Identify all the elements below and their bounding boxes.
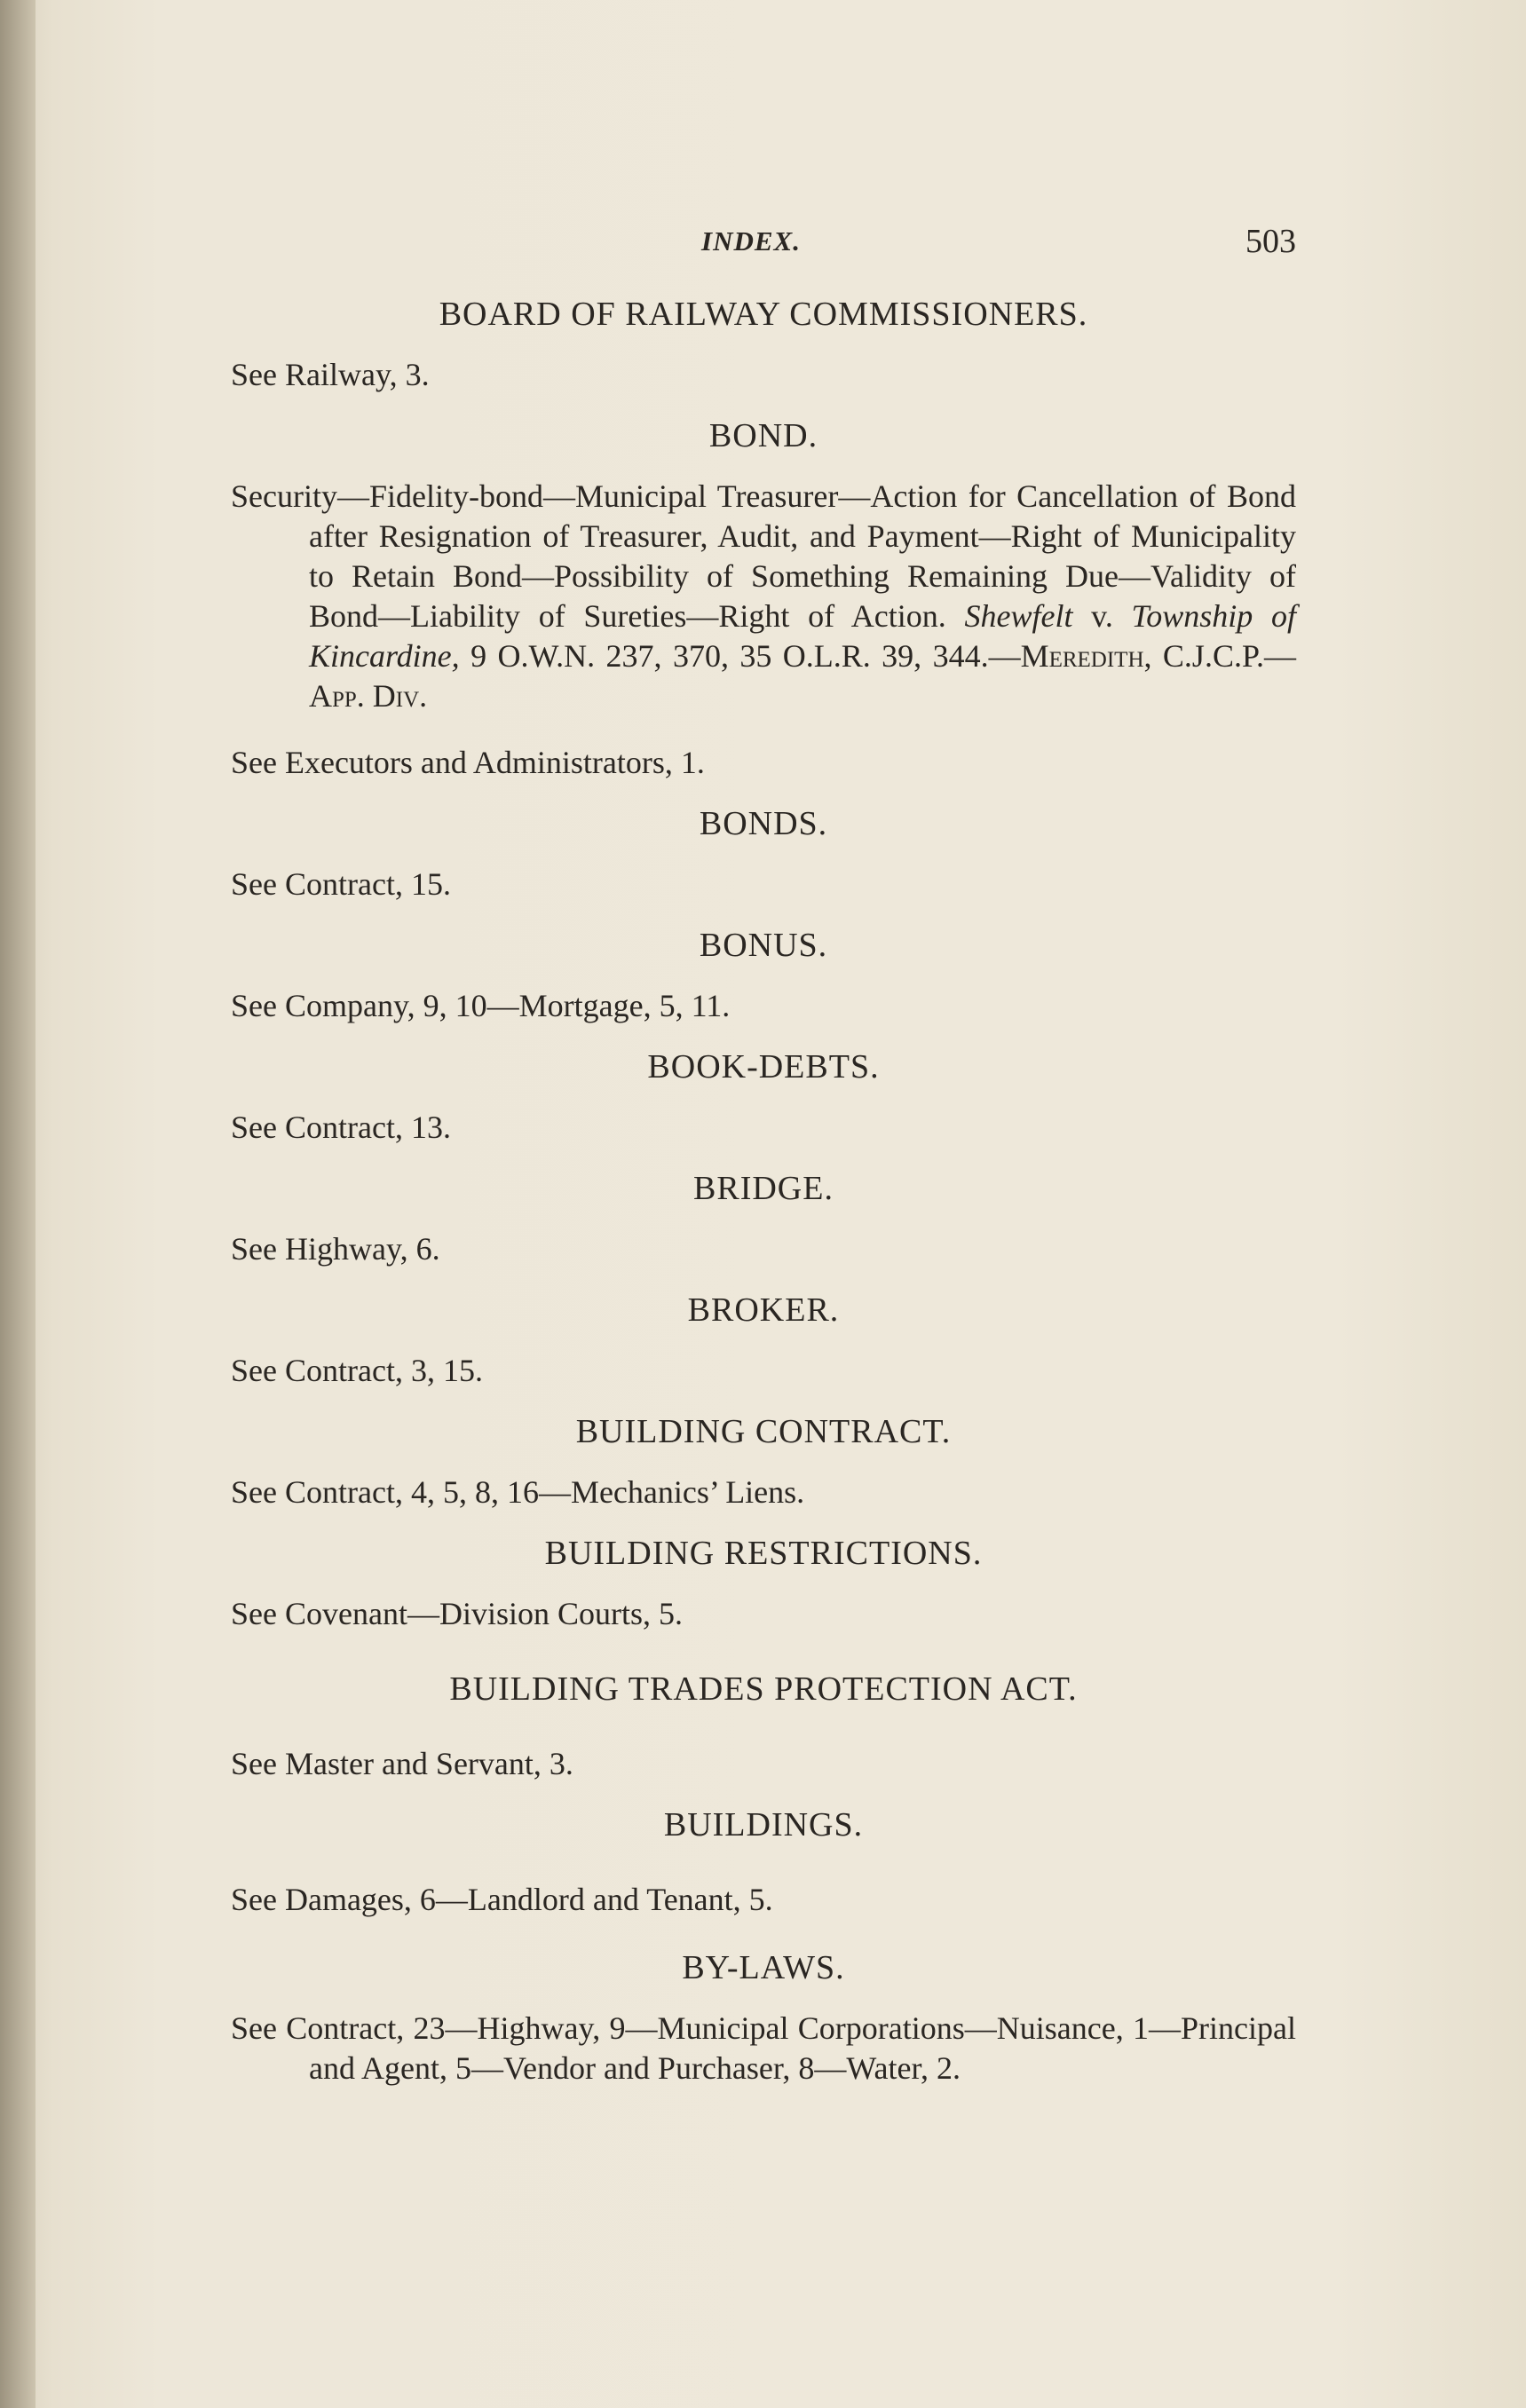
heading-by-laws: BY-LAWS. [682,1949,845,1986]
heading-broker: BROKER. [687,1291,840,1329]
running-title: INDEX. [701,225,801,257]
entry-bond-security [231,477,1296,716]
heading-buildings: BUILDINGS. [663,1806,864,1844]
entry-by-laws-see-also: See Contract, 23—Highway, 9—Municipal Corporations—Nuisance, 1—Principal and Agent, 5—Vendor and Purchaser, 8—Water, 2. [231,2010,1296,2086]
entry-building-restrictions-see-also: See Covenant—Division Courts, 5. [231,1596,683,1631]
heading-book-debts: BOOK-DEBTS. [647,1048,880,1086]
heading-building-restrictions: BUILDING RESTRICTIONS. [544,1535,983,1572]
heading-building-trades-protection-act: BUILDING TRADES PROTECTION ACT. [449,1670,1078,1708]
entry-bonus-see-also: See Company, 9, 10—Mortgage, 5, 11. [231,988,731,1023]
case-versus: v. [1072,598,1132,634]
running-head [231,222,1296,275]
entry-book-debts-see-also: See Contract, 13. [231,1109,451,1145]
heading-board-of-railway-commissioners: BOARD OF RAILWAY COMMISSIONERS. [439,296,1088,333]
entry-bond-text: Security—Fidelity-bond—Municipal Treasurer—Action for Cancellation of Bond after Resignation of Treasurer, Audit, and Payment—Right of Municipality to Retain Bond—Possibility of Something Remaining Due—Validity of Bond—Liability of Sureties—Right of Action. [231,478,1296,634]
entry-broker-see-also: See Contract, 3, 15. [231,1353,483,1388]
page-number: 503 [1245,223,1296,260]
entry-board-see-also: See Railway, 3. [231,357,430,392]
case-citation: 9 O.W.N. 237, 370, 35 O.L.R. 39, 344.— [459,638,1021,674]
heading-bonus: BONUS. [699,927,828,964]
binding-gutter [0,0,36,2408]
heading-bridge: BRIDGE. [693,1170,834,1207]
case-party-1: Shewfelt [964,598,1073,634]
case-court: App. Div. [309,678,428,714]
heading-bond: BOND. [708,417,818,454]
entry-buildings-see-also: See Damages, 6—Landlord and Tenant, 5. [231,1882,773,1917]
entry-bond-see-also: See Executors and Administrators, 1. [231,745,705,780]
heading-bonds: BONDS. [699,805,828,842]
case-judge-title: , C.J.C.P.— [1143,638,1296,674]
entry-building-contract-see-also: See Contract, 4, 5, 8, 16—Mechanics’ Liens. [231,1474,805,1510]
entry-bridge-see-also: See Highway, 6. [231,1231,440,1267]
case-judge: Meredith [1020,638,1144,674]
entry-bonds-see-also: See Contract, 15. [231,866,451,902]
index-content [231,293,1296,2088]
heading-building-contract: BUILDING CONTRACT. [575,1413,952,1450]
case-party-2: Township of Kincardine, [309,598,1296,674]
entry-building-trades-see-also: See Master and Servant, 3. [231,1746,573,1781]
